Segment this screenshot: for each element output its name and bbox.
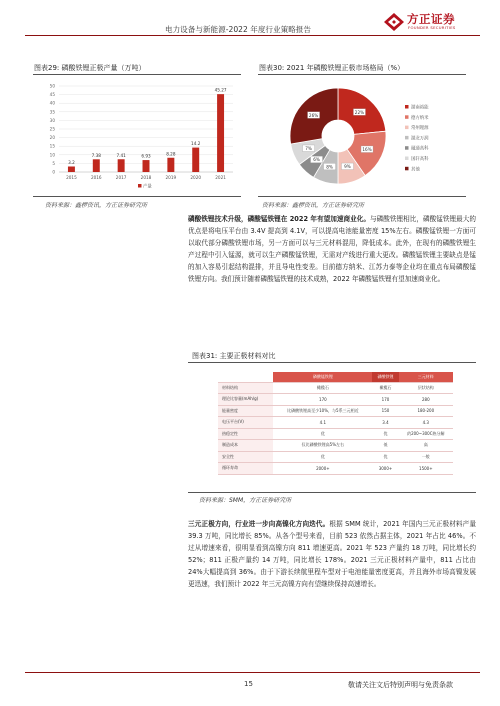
- figure31-title: 图表31: 主要正极材料对比: [192, 352, 276, 360]
- legend-label: 融通高科: [411, 146, 429, 152]
- footer-divider: [25, 672, 480, 673]
- lmfp-paragraph: [188, 214, 476, 285]
- legend-label: 湖南裕能: [411, 105, 429, 111]
- y-tick-label: 30: [49, 117, 55, 123]
- market-pie-chart: [258, 78, 466, 194]
- data-label: 45.27: [214, 87, 227, 93]
- slice-label: 8%: [326, 164, 333, 170]
- lmfp-paragraph-heading: 磷酸铁锂技术升级，磷酸锰铁锂在 2022 年有望加速商业化。: [188, 215, 371, 223]
- table-header-cell: [218, 372, 273, 382]
- x-tick-label: 2017: [115, 175, 127, 180]
- x-tick-label: 2021: [215, 175, 226, 180]
- table-cell: 4.1: [273, 417, 372, 429]
- report-title: 电力设备与新能源-2022 年度行业策略报告: [165, 25, 311, 34]
- table-cell: 1500+: [399, 463, 453, 475]
- table-row: [218, 405, 453, 417]
- legend-swatch: [405, 167, 409, 171]
- production-bar-chart: [33, 78, 241, 194]
- figure31-divider: [188, 362, 476, 363]
- figure29-divider: [33, 74, 241, 75]
- table-header-row: [218, 372, 453, 382]
- table-cell: 优: [372, 451, 398, 463]
- figure29-source: 资料来源：鑫椤资讯，方正证券研究所: [45, 202, 148, 209]
- table-row: [218, 428, 453, 440]
- table-cell: 材料结构: [218, 382, 273, 394]
- table-row: [218, 417, 453, 429]
- table-cell: 高: [399, 440, 453, 452]
- ternary-paragraph-heading: 三元正极方向，行业进一步向高镍化方向迭代。: [188, 520, 330, 528]
- legend-label: 德方纳米: [411, 115, 429, 121]
- table-cell: 3.4: [372, 417, 398, 429]
- figure30-divider: [258, 74, 466, 75]
- slice-label: 22%: [354, 109, 365, 115]
- data-label: 14.2: [191, 141, 201, 147]
- y-tick-label: 15: [49, 143, 55, 149]
- y-tick-label: 50: [49, 83, 55, 89]
- legend-swatch: [405, 115, 409, 119]
- table-cell: 170: [372, 394, 398, 406]
- figure30-source: 资料来源：鑫椤资讯，方正证券研究所: [262, 202, 365, 209]
- figure30-title: 图表30: 2021 年磷酸铁锂正极市场格局（%）: [259, 64, 405, 72]
- legend-swatch: [405, 136, 409, 140]
- y-tick-label: 5: [52, 160, 55, 166]
- ternary-paragraph-body: 根据 SMM 统计，2021 年国内三元正极材料产量 39.3 万吨，同比增长 85%。从各个型号来看，目前 523 依然占据主体，2021 年占比 46%。不过从增速来看，很明显看到高镍方向 811 增速更高。2021 年 523 产量约 18 万吨，同比增长约 52%；811 正极产量约 14 万吨，同比增长 178%。2021 三元正极材料产量中，811 占比由 24%大幅提高到 36%。由于下游长续航里程车型对于电池能量密度更高，并且海外市场高镍发展更迅速，我们预计 2022 年三元高镍方向有望继续保持高速增长。: [188, 520, 476, 588]
- table-cell: 280: [399, 394, 453, 406]
- table-cell: 仅比磷酸铁锂高5%左右: [273, 440, 372, 452]
- founder-logo-icon: [383, 12, 405, 32]
- y-tick-label: 35: [49, 109, 55, 115]
- x-tick-label: 2019: [165, 175, 177, 180]
- bar: [118, 159, 125, 172]
- ternary-paragraph: [188, 519, 476, 590]
- table-cell: 橄榄石: [273, 382, 372, 394]
- table-cell: 能量密度: [218, 405, 273, 417]
- table-cell: 安全性: [218, 451, 273, 463]
- table-cell: 3000+: [372, 463, 398, 475]
- legend-swatch: [405, 105, 409, 109]
- table-cell: 2000+: [273, 463, 372, 475]
- data-label: 8.28: [166, 151, 176, 157]
- table-row: [218, 394, 453, 406]
- y-tick-label: 25: [49, 126, 55, 132]
- slice-label: 16%: [362, 146, 372, 152]
- bar: [217, 94, 224, 172]
- legend-swatch: [405, 157, 409, 161]
- figure29-title: 图表29: 磷酸铁锂正极产量（万吨）: [34, 64, 146, 72]
- page-header: [25, 10, 480, 36]
- table-cell: 理论比容量(mAh/g): [218, 394, 273, 406]
- table-row: [218, 382, 453, 394]
- table-cell: 制造成本: [218, 440, 273, 452]
- figure31-source: 资料来源：SMM，方正证券研究所: [199, 497, 292, 504]
- x-tick-label: 2016: [90, 175, 102, 180]
- legend-label: 常州锂源: [411, 126, 429, 132]
- table-cell: 170: [273, 394, 372, 406]
- data-label: 7.38: [91, 152, 101, 158]
- slice-label: 26%: [308, 112, 319, 118]
- lmfp-paragraph-body: 与磷酸铁锂相比，磷酸锰铁锂最大的优点是将电压平台由 3.4V 提高到 4.1V，可以提高电池能量密度 15%左右。磷酸锰铁锂一方面可以取代部分磷酸铁锂市场，另一方面可以与三元材料混用，降低成本。此外，在现有的磷酸铁锂生产过程中引入锰源，就可以生产磷酸锰铁锂，无需对产线进行重大更改。磷酸锰铁锂主要缺点是锰的加入容易引起结构混排，并且导电性变差。目前德方纳米、江苏力泰等企业均在重点布局磷酸锰铁锂方向。我们预计随着磷酸锰铁锂的技术成熟，2022 年磷酸锰铁锂有望加速商业化。: [188, 215, 476, 283]
- bar: [143, 160, 150, 172]
- data-label: 7.41: [116, 152, 126, 158]
- table-cell: 橄榄石: [372, 382, 398, 394]
- slice-label: 6%: [313, 157, 320, 163]
- data-label: 6.93: [141, 153, 151, 159]
- table-cell: 4.3: [399, 417, 453, 429]
- cathode-comparison-table: [218, 372, 453, 475]
- slice-label: 9%: [344, 164, 351, 170]
- table-cell: 电压平台(V): [218, 417, 273, 429]
- page-number: 15: [244, 680, 253, 688]
- legend-swatch: [138, 184, 142, 188]
- figure31-bottom-divider: [188, 492, 476, 493]
- table-cell: 180-200: [399, 405, 453, 417]
- table-cell: 循环寿命: [218, 463, 273, 475]
- x-tick-label: 2015: [66, 175, 77, 180]
- table-header-cell: 磷酸铁锂: [372, 372, 398, 382]
- y-tick-label: 40: [49, 100, 55, 106]
- table-cell: 约200~300C热分解: [399, 428, 453, 440]
- legend-label: 其他: [411, 167, 420, 173]
- legend-swatch: [405, 126, 409, 130]
- founder-logo: [383, 10, 483, 32]
- y-tick-label: 0: [52, 169, 55, 175]
- table-row: [218, 440, 453, 452]
- logo-text-cn: 方正证券: [407, 12, 455, 26]
- bar: [192, 148, 199, 172]
- legend-label: 产量: [143, 184, 152, 190]
- table-cell: 150: [372, 405, 398, 417]
- table-cell: 优: [273, 428, 372, 440]
- table-row: [218, 463, 453, 475]
- figure30-bottom-divider: [258, 196, 466, 197]
- disclaimer-link[interactable]: 敬请关注文后特别声明与免责条款: [348, 681, 453, 689]
- table-header-cell: 磷酸锰铁锂: [273, 372, 372, 382]
- y-tick-label: 10: [49, 152, 55, 158]
- table-row: [218, 451, 453, 463]
- legend-swatch: [405, 146, 409, 150]
- x-tick-label: 2020: [190, 175, 202, 180]
- table-cell: 低: [372, 440, 398, 452]
- table-cell: 优: [273, 451, 372, 463]
- y-tick-label: 20: [49, 135, 55, 141]
- table-cell: 比磷酸铁锂高至少10%，与5系三元相近: [273, 405, 372, 417]
- bar: [93, 159, 100, 172]
- data-label: 3.2: [68, 159, 75, 165]
- table-cell: 优: [372, 428, 398, 440]
- legend-label: 湖北万润: [411, 136, 429, 142]
- bar: [167, 158, 174, 172]
- legend-label: 国轩高科: [411, 157, 429, 162]
- y-tick-label: 45: [49, 92, 55, 98]
- table-cell: 层状结构: [399, 382, 453, 394]
- bar: [68, 166, 75, 172]
- table-cell: 一般: [399, 451, 453, 463]
- logo-text-en: FOUNDER SECURITIES: [408, 25, 456, 30]
- x-tick-label: 2018: [140, 175, 152, 180]
- table-cell: 热稳定性: [218, 428, 273, 440]
- table-header-cell: 三元材料: [399, 372, 453, 382]
- figure29-bottom-divider: [33, 196, 241, 197]
- slice-label: 7%: [305, 145, 312, 151]
